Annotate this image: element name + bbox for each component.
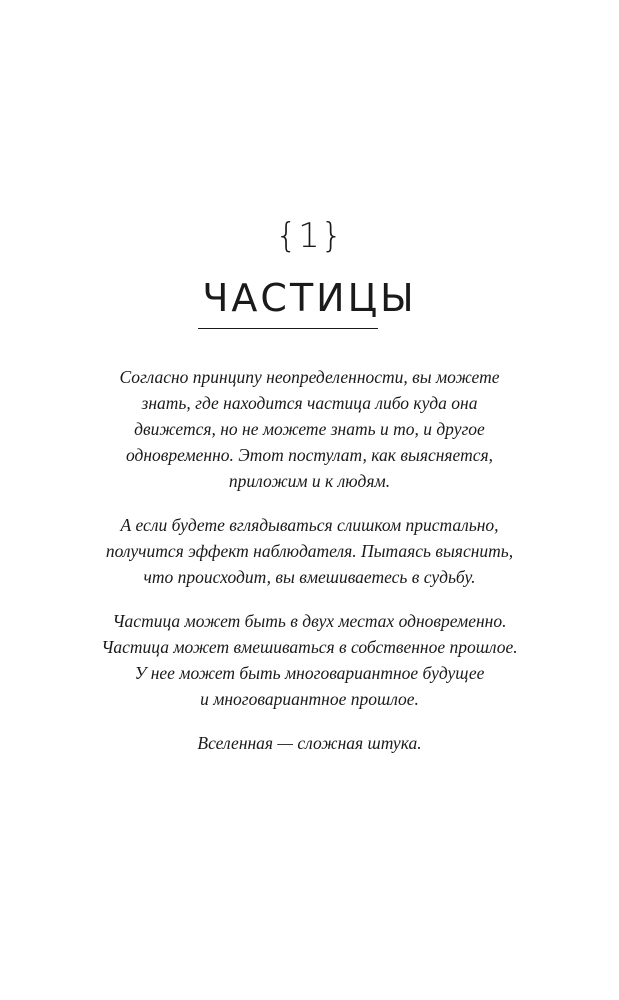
epigraph-paragraph-3 [40, 608, 579, 712]
chapter-title: ЧАСТИЦЫ [202, 276, 417, 320]
epigraph [40, 364, 579, 774]
epigraph-paragraph-2 [40, 512, 579, 590]
epigraph-line: движется, но не можете знать и то, и другое [134, 419, 485, 439]
epigraph-line: одновременно. Этот постулат, как выясняется, [125, 445, 493, 465]
title-underline [198, 328, 378, 329]
epigraph-line: знать, где находится частица либо куда она [141, 393, 478, 413]
epigraph-paragraph-1 [40, 364, 579, 494]
chapter-number: {1} [275, 216, 344, 256]
epigraph-line: получится эффект наблюдателя. Пытаясь выяснить, [105, 541, 514, 561]
epigraph-line: А если будете вглядываться слишком пристально, [120, 515, 499, 535]
epigraph-paragraph-4 [40, 730, 579, 756]
epigraph-line: и многовариантное прошлое. [200, 689, 419, 709]
epigraph-line: приложим и к людям. [228, 471, 391, 491]
epigraph-line: У нее может быть многовариантное будущее [134, 663, 485, 683]
epigraph-line: Согласно принципу неопределенности, вы можете [119, 367, 500, 387]
epigraph-line: Частица может быть в двух местах одновременно. [112, 611, 507, 631]
epigraph-line: Вселенная — сложная штука. [197, 733, 422, 753]
epigraph-line: что происходит, вы вмешиваетесь в судьбу. [143, 567, 476, 587]
epigraph-line: Частица может вмешиваться в собственное прошлое. [101, 637, 518, 657]
